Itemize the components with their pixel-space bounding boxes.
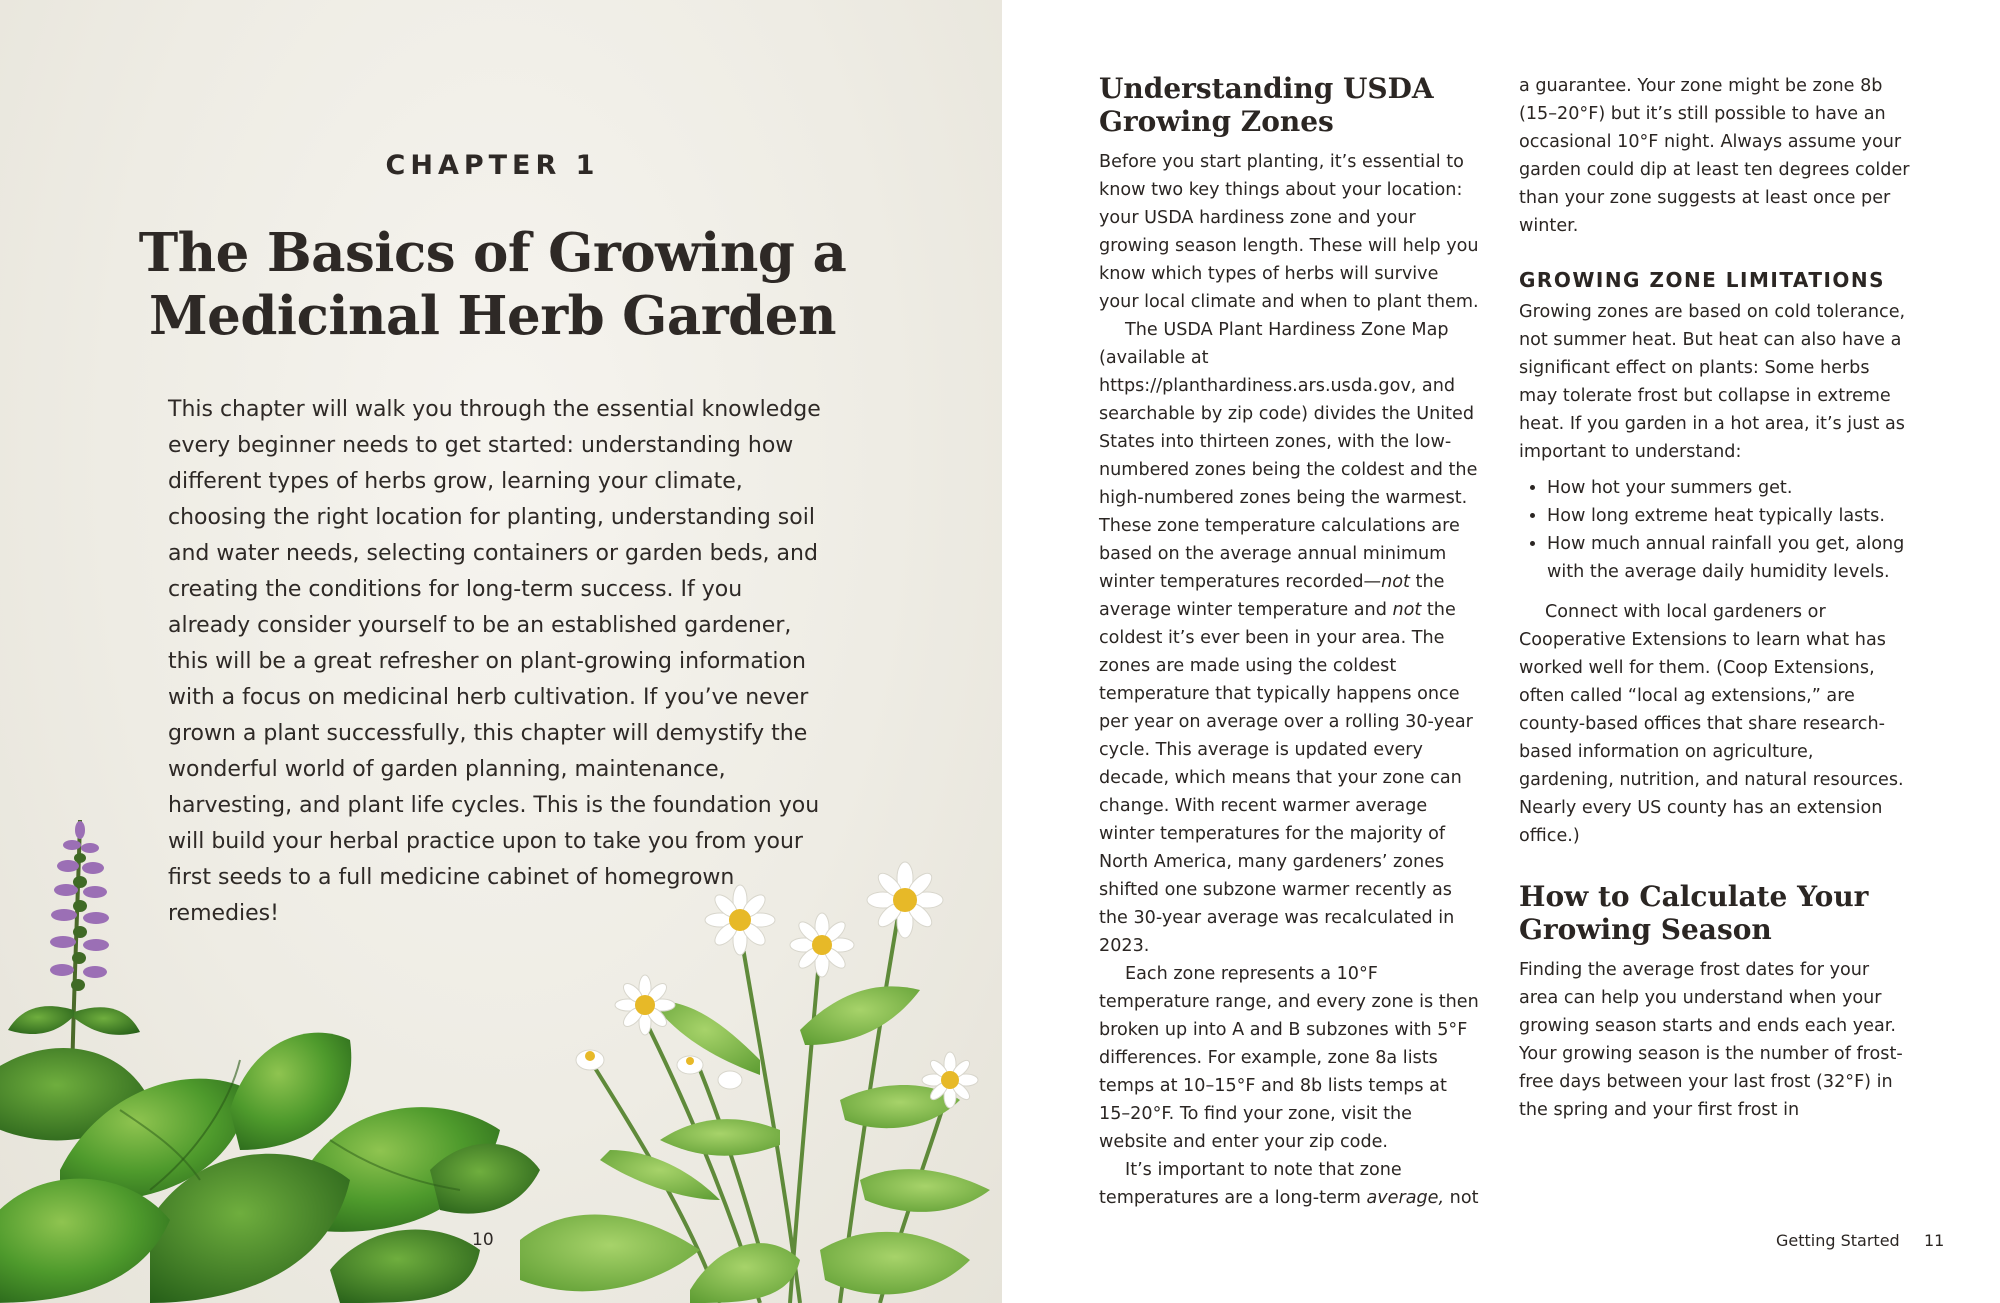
chapter-label: CHAPTER 1 [385,150,600,181]
bullet-list [1519,474,1911,586]
paragraph [1099,1156,1479,1212]
right-page [1002,0,2000,1303]
paragraph: Finding the average frost dates for your area can help you understand when your growing season starts and ends each year. Your growing season is the number of frost-free days between your last frost (32°F) in the spring and your first frost in [1519,960,1903,1120]
text-span: not [1444,1188,1479,1208]
chapter-title-line-1: The Basics of Growing a [138,222,847,284]
emphasis: not [1392,600,1422,620]
paragraph: Connect with local gardeners or Cooperative Extensions to learn what has worked well for them. (Coop Extensions, often called “local ag extensions,” are county-based offices that share research-based information on agriculture, gardening, nutrition, and natural resources. Nearly every US county has an extension office.) [1519,602,1904,846]
emphasis: average, [1366,1188,1445,1208]
bullet-item: • How much annual rainfall you get, along with the average daily humidity levels. [1547,530,1911,586]
page-number-left: 10 [472,1230,494,1250]
chapter-title-line-2: Medicinal Herb Garden [148,285,836,347]
text-column-1 [1099,72,1479,1212]
paragraph: Before you start planting, it’s essential to know two key things about your location: your USDA hardiness zone and your growing season length. These will help you know which types of herbs will survive your local climate and when to plant them. [1099,152,1479,312]
paragraph: Each zone represents a 10°F temperature range, and every zone is then broken up into A and B subzones with 5°F differences. For example, zone 8a lists temps at 10–15°F and 8b lists temps at 15–20°F. To find your zone, visit the website and enter your zip code. [1099,964,1479,1152]
text-column-2 [1519,72,1911,1124]
paragraph: Growing zones are based on cold tolerance, not summer heat. But heat can also have a significant effect on plants: Some herbs may tolerate frost but collapse in extreme heat. If you garden in a hot area, it’s just as important to understand: [1519,302,1906,462]
page-number-right: 11 [1924,1231,1945,1250]
section-heading-growing-season: How to Calculate Your Growing Season [1519,880,1869,946]
text-span: The USDA Plant Hardiness Zone Map (available at https://planthardiness.ars.usda.gov, and searchable by zip code) divides the United States into thirteen zones, with the low-numbered zones being the coldest and the high-numbered zones being the warmest. These zone temperature calculations are based on the average annual minimum winter temperatures recorded— [1099,320,1478,592]
text-span: the average winter temperature and [1099,572,1445,620]
bullet-item: • How hot your summers get. [1547,474,1911,502]
emphasis: not [1381,572,1410,592]
purple-flower-spike [8,820,140,1080]
mint-leaves [0,1033,540,1303]
paragraph-continued: a guarantee. Your zone might be zone 8b (15–20°F) but it’s still possible to have an occasional 10°F night. Always assume your garden could dip at least ten degrees colder than your zone suggests at least once per winter. [1519,76,1910,236]
feverfew-foliage [520,986,990,1303]
section-heading-usda-zones: Understanding USDA Growing Zones [1099,72,1434,138]
text-span: It’s important to note that zone temperatures are a long-term [1099,1160,1402,1208]
running-footer-section: Getting Started [1776,1231,1900,1250]
paragraph [1099,316,1479,960]
chapter-intro-paragraph: This chapter will walk you through the essential knowledge every beginner needs to get started: understanding how different types of herbs grow, learning your climate, choosing the right location for planting, understanding soil and water needs, selecting containers or garden beds, and creating the conditions for long-term success. If you already consider yourself to be an established gardener, this will be a great refresher on plant-growing information with a focus on medicinal herb cultivation. If you’ve never grown a plant successfully, this chapter will demystify the wonderful world of garden planning, maintenance, harvesting, and plant life cycles. This is the foundation you will build your herbal practice upon to take you from your first seeds to a full medicine cabinet of homegrown remedies! [168,397,821,926]
bullet-item: • How long extreme heat typically lasts. [1547,502,1911,530]
section-heading-zone-limitations: GROWING ZONE LIMITATIONS [1519,268,1886,292]
daisy-flowers [576,862,978,1108]
text-span: the coldest it’s ever been in your area. The zones are made using the coldest temperature that typically happens once per year on average over a rolling 30-year cycle. This average is updated every decade, which means that your zone can change. With recent warmer average winter temperatures for the majority of North America, many gardeners’ zones shifted one subzone warmer recently as the 30-year average was recalculated in 2023. [1099,600,1473,956]
